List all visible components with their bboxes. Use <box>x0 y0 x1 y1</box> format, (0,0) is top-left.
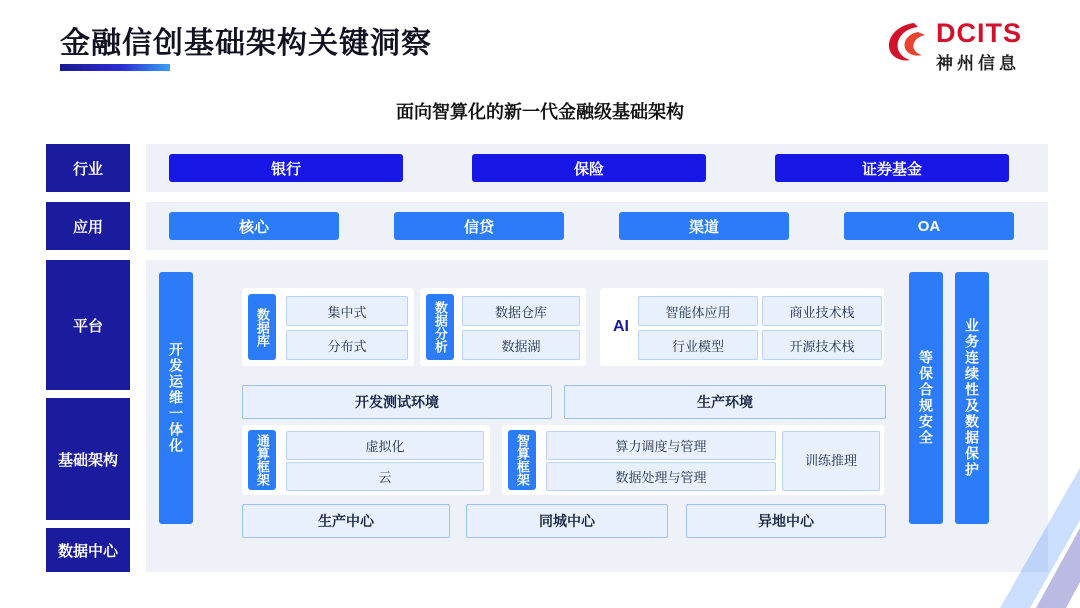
side-bar-continuity: 业务连续性及数据保护 <box>955 272 989 524</box>
application-item-credit: 信贷 <box>394 212 564 240</box>
datacenter-item-production: 生产中心 <box>242 504 450 538</box>
side-bar-compliance: 等保合规安全 <box>909 272 943 524</box>
industry-item-securities: 证券基金 <box>775 154 1009 182</box>
intelligent-compute-item-data-processing: 数据处理与管理 <box>546 462 776 491</box>
database-group-label: 数据库 <box>248 294 276 360</box>
ai-item-agent-app: 智能体应用 <box>638 296 758 326</box>
environment-production: 生产环境 <box>564 385 886 419</box>
logo-wordmark: DCITS <box>936 18 1022 48</box>
data-analysis-item-warehouse: 数据仓库 <box>462 296 580 326</box>
company-logo <box>884 16 1044 78</box>
data-analysis-group-label: 数据分析 <box>426 294 454 360</box>
row-label-platform: 平台 <box>46 260 130 390</box>
data-analysis-item-lake: 数据湖 <box>462 330 580 360</box>
datacenter-item-remote: 异地中心 <box>686 504 886 538</box>
application-item-channel: 渠道 <box>619 212 789 240</box>
application-item-oa: OA <box>844 212 1014 240</box>
title-underline <box>60 64 170 71</box>
database-item-distributed: 分布式 <box>286 330 408 360</box>
ai-item-industry-model: 行业模型 <box>638 330 758 360</box>
ai-group-label: AI <box>613 318 629 335</box>
row-label-infrastructure: 基础架构 <box>46 398 130 520</box>
general-compute-label: 通算框架 <box>248 430 276 490</box>
intelligent-compute-label: 智算框架 <box>508 430 536 490</box>
side-bar-devops: 开发运维一体化 <box>159 272 193 524</box>
database-item-centralized: 集中式 <box>286 296 408 326</box>
row-label-datacenter: 数据中心 <box>46 528 130 572</box>
logo-subtext: 神州信息 <box>936 54 1020 73</box>
ai-item-commercial-stack: 商业技术栈 <box>762 296 882 326</box>
row-label-application: 应用 <box>46 202 130 250</box>
application-item-core: 核心 <box>169 212 339 240</box>
dcits-logo-icon <box>884 20 928 64</box>
general-compute-item-cloud: 云 <box>286 462 484 491</box>
diagram-subtitle: 面向智算化的新一代金融级基础架构 <box>396 102 684 122</box>
ai-item-opensource-stack: 开源技术栈 <box>762 330 882 360</box>
environment-dev-test: 开发测试环境 <box>242 385 552 419</box>
general-compute-item-virtualization: 虚拟化 <box>286 431 484 460</box>
datacenter-item-metro: 同城中心 <box>466 504 668 538</box>
industry-item-insurance: 保险 <box>472 154 706 182</box>
row-label-industry: 行业 <box>46 144 130 192</box>
application-band <box>146 202 1048 250</box>
page-header <box>0 0 1080 84</box>
decorative-corner <box>890 458 1080 608</box>
page-title: 金融信创基础架构关键洞察 <box>60 27 432 60</box>
intelligent-compute-item-train-infer: 训练推理 <box>782 431 880 491</box>
industry-band <box>146 144 1048 192</box>
industry-item-bank: 银行 <box>169 154 403 182</box>
intelligent-compute-item-scheduling: 算力调度与管理 <box>546 431 776 460</box>
